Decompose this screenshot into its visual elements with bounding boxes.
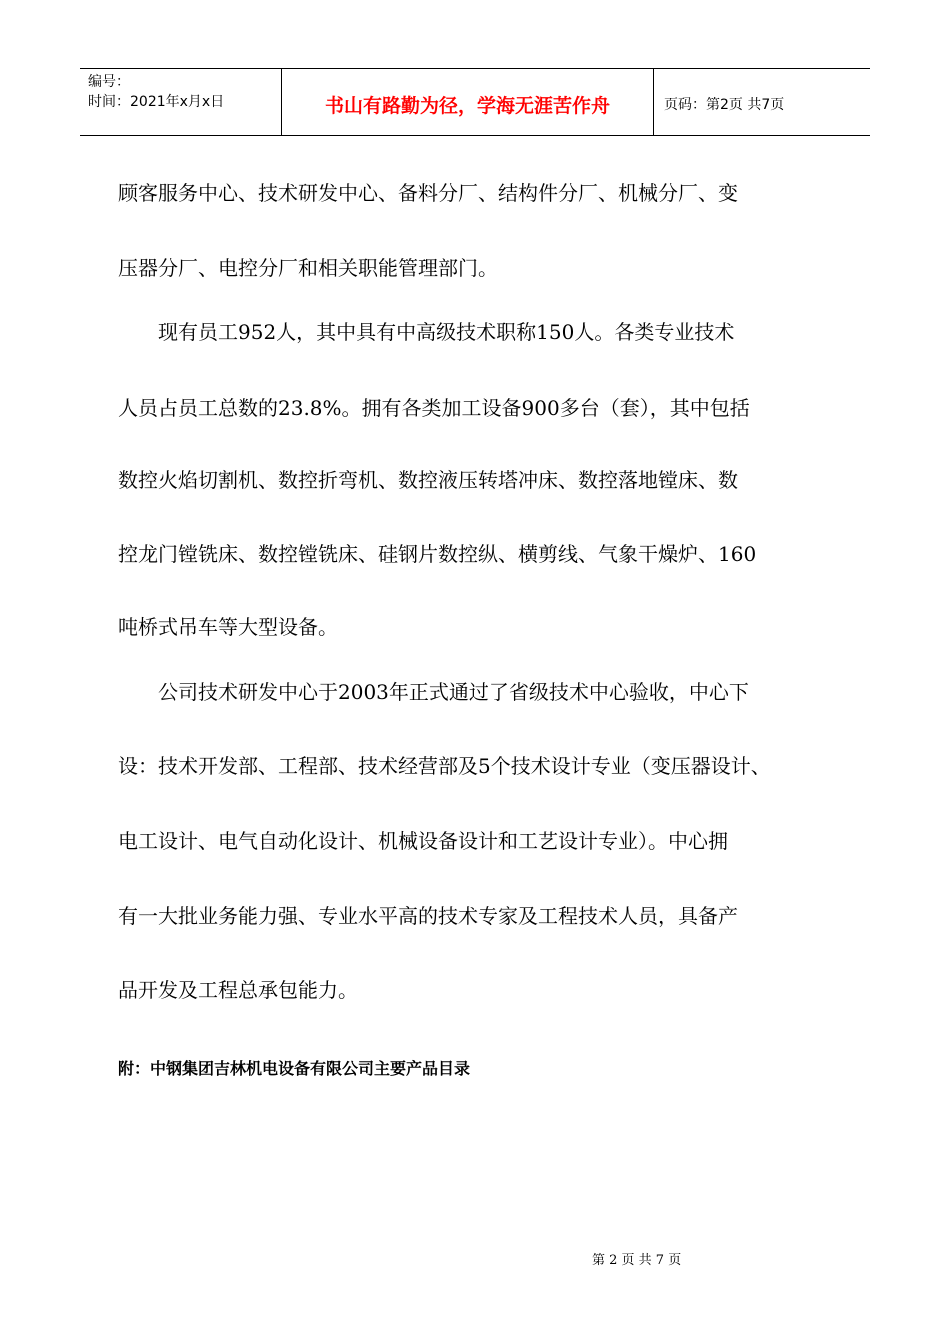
body-line: 控龙门镗铣床、数控镗铣床、硅钢片数控纵、横剪线、气象干燥炉、160: [118, 542, 757, 566]
appendix-title: 附：中钢集团吉林机电设备有限公司主要产品目录: [118, 1059, 471, 1078]
header-motto: 书山有路勤为径，学海无涯苦作舟: [282, 69, 654, 135]
body-line: 顾客服务中心、技术研发中心、备料分厂、结构件分厂、机械分厂、变: [118, 181, 738, 205]
page-footer: 第 2 页 共 7 页: [592, 1253, 682, 1268]
document-date-label: 时间：2021年x月x日: [88, 94, 225, 110]
document-number-label: 编号：: [88, 74, 130, 90]
header-page-info: 页码：第2页 共7页: [664, 97, 785, 113]
body-line: 有一大批业务能力强、专业水平高的技术专家及工程技术人员，具备产: [118, 904, 738, 928]
body-line: 公司技术研发中心于2003年正式通过了省级技术中心验收，中心下: [118, 680, 749, 704]
page-header: [80, 68, 870, 136]
body-line: 吨桥式吊车等大型设备。: [118, 615, 338, 639]
header-meta-cell: [80, 69, 282, 135]
body-line: 现有员工952人，其中具有中高级技术职称150人。各类专业技术: [118, 320, 735, 344]
body-line: 数控火焰切割机、数控折弯机、数控液压转塔冲床、数控落地镗床、数: [118, 468, 738, 492]
body-line: 设：技术开发部、工程部、技术经营部及5个技术设计专业（变压器设计、: [118, 754, 771, 778]
body-line: 电工设计、电气自动化设计、机械设备设计和工艺设计专业）。中心拥: [118, 829, 728, 853]
body-line: 品开发及工程总承包能力。: [118, 978, 358, 1002]
body-line: 人员占员工总数的23.8%。拥有各类加工设备900多台（套），其中包括: [118, 396, 750, 420]
body-line: 压器分厂、电控分厂和相关职能管理部门。: [118, 256, 498, 280]
